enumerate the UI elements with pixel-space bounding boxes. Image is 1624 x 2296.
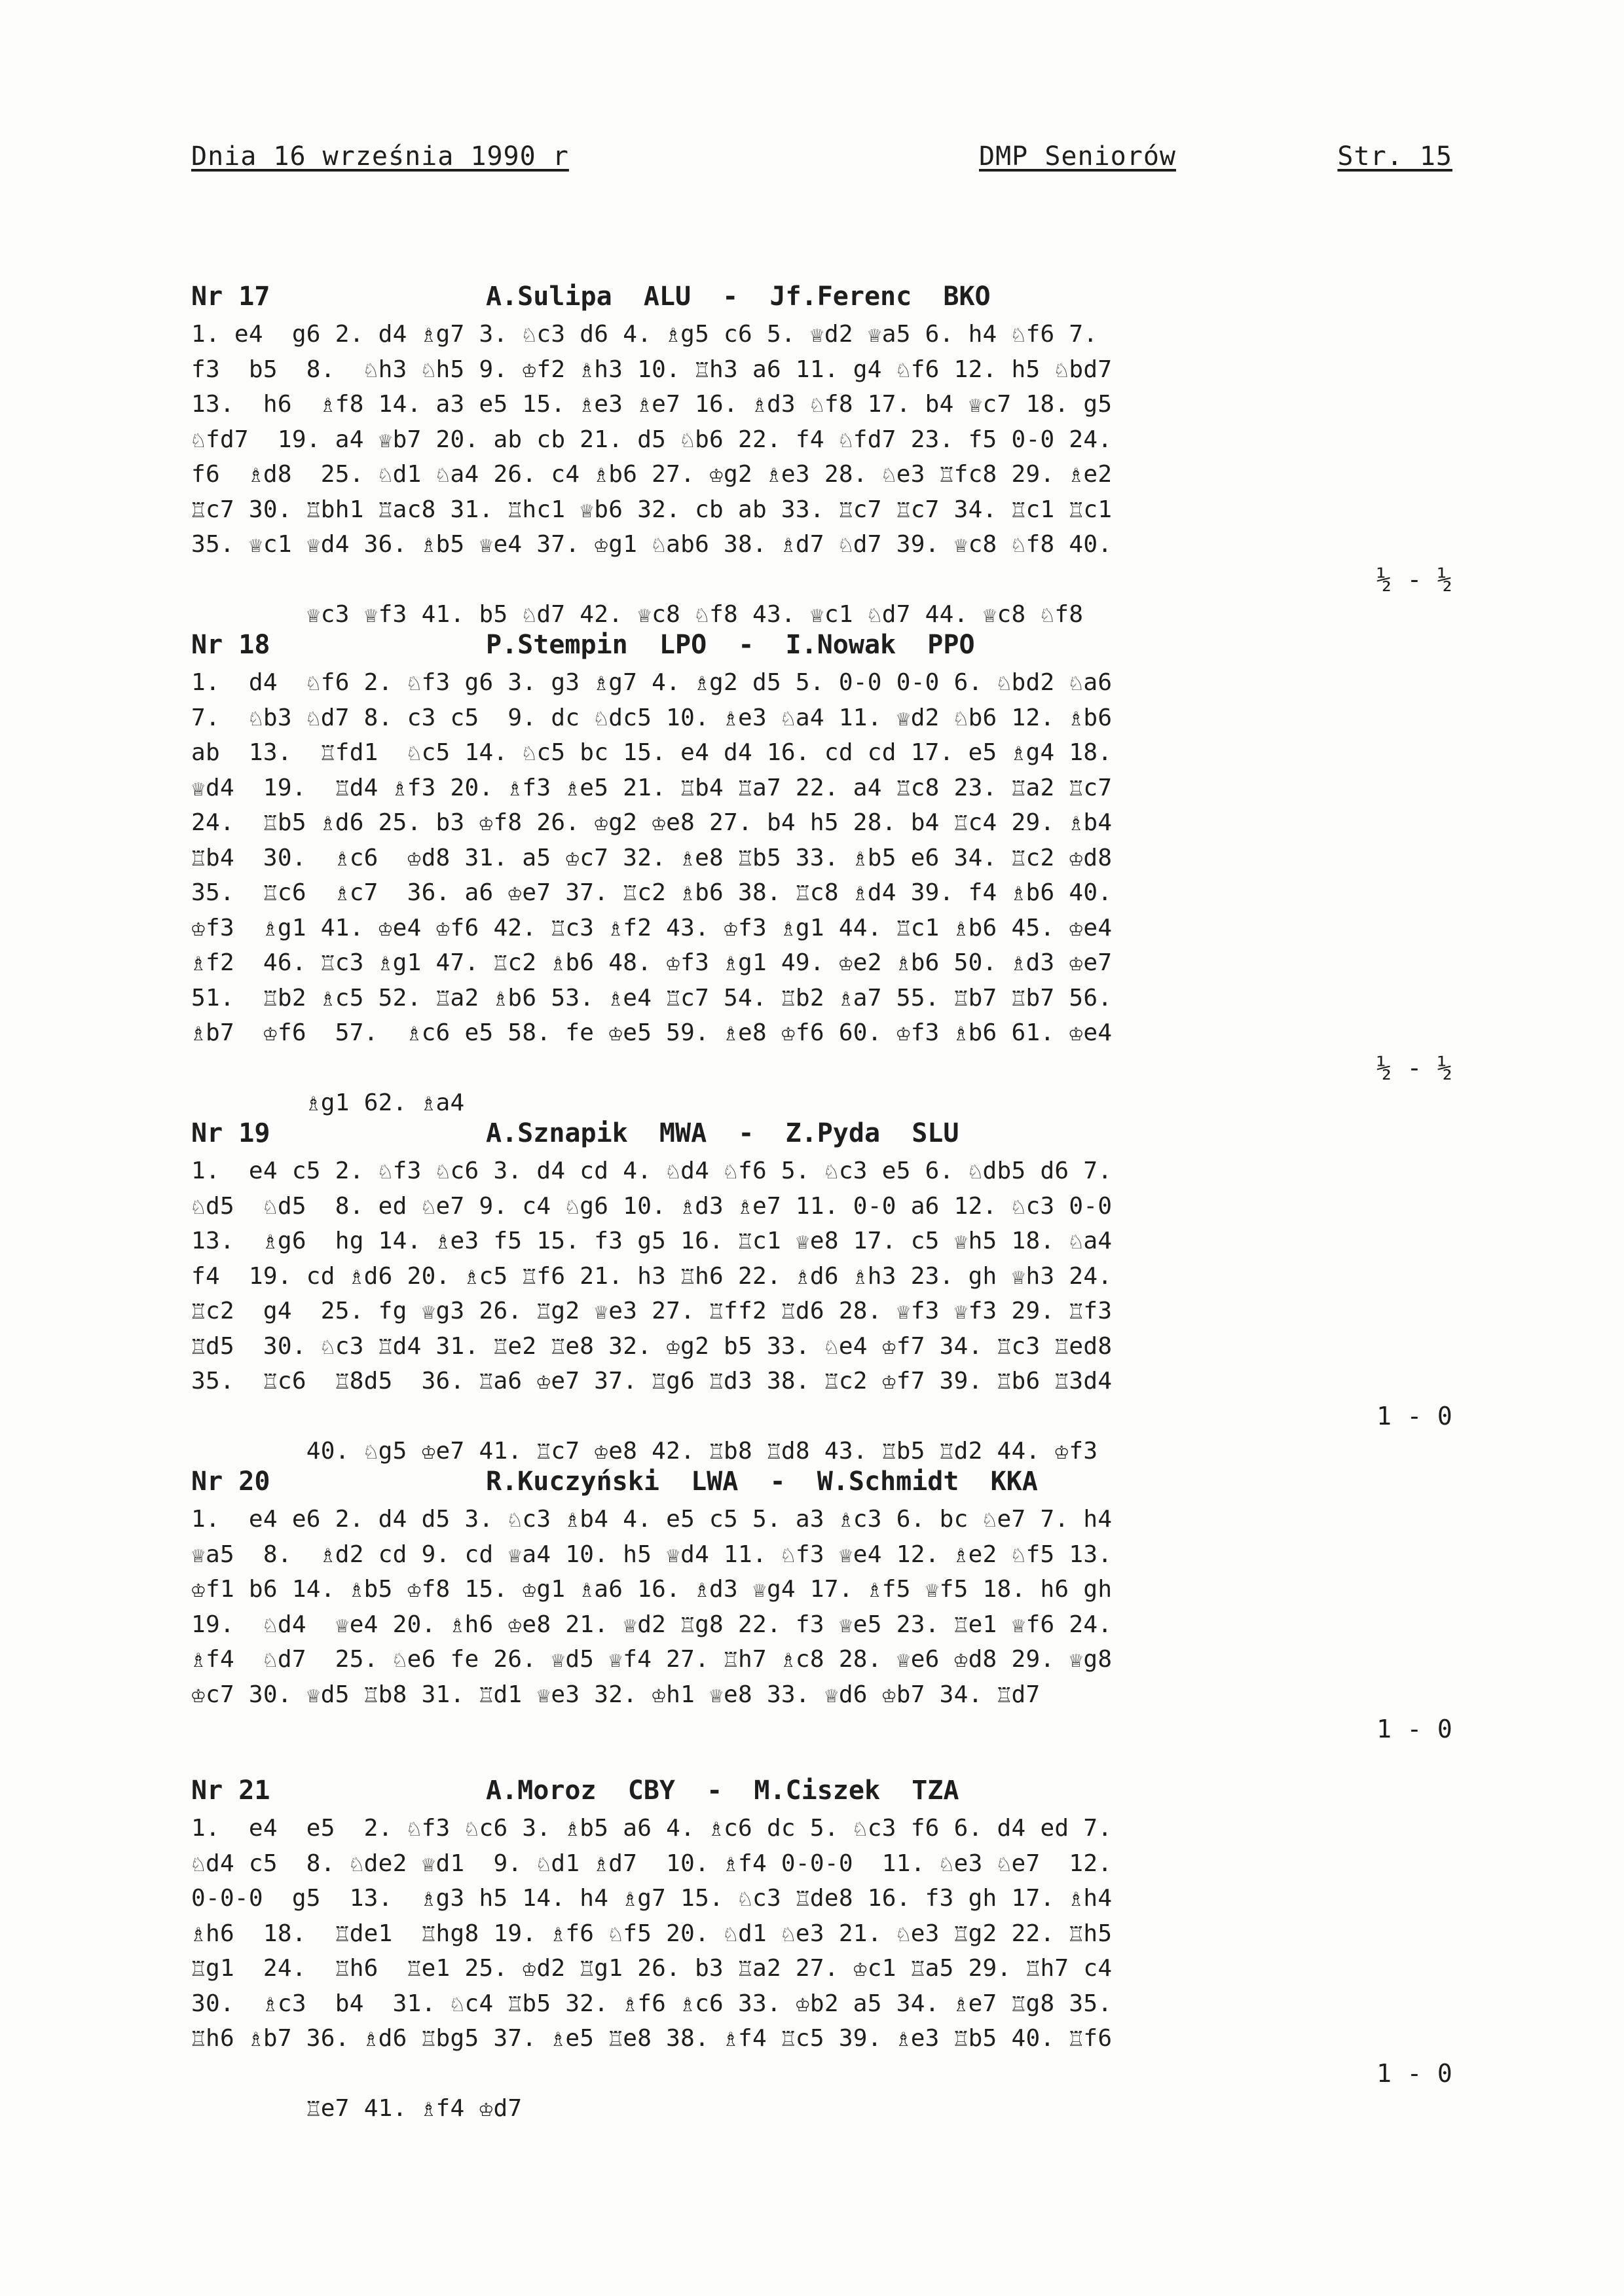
header-page-number: Str. 15 — [1337, 141, 1452, 172]
move-line: 1. d4 ♘f6 2. ♘f3 g6 3. g3 ♗g7 4. ♗g2 d5 5. 0-0 0-0 6. ♘bd2 ♘a6 — [191, 669, 1113, 696]
move-line: 51. ♖b2 ♗c5 52. ♖a2 ♗b6 53. ♗e4 ♖c7 54. ♖b2 ♗a7 55. ♖b7 ♖b7 56. — [191, 984, 1113, 1011]
game-result: ½ - ½ — [1376, 564, 1452, 594]
move-line: ♕d4 19. ♖d4 ♗f3 20. ♗f3 ♗e5 21. ♖b4 ♖a7 22. a4 ♖c8 23. ♖a2 ♖c7 — [191, 774, 1113, 801]
result-line — [191, 1712, 1452, 1747]
game-21 — [191, 1776, 1452, 2122]
game-number: Nr 17 — [191, 282, 270, 312]
game-title — [191, 282, 1452, 317]
move-line: 0-0-0 g5 13. ♗g3 h5 14. h4 ♗g7 15. ♘c3 ♖de8 16. f3 gh 17. ♗h4 — [191, 1885, 1113, 1912]
move-line: ♔f1 b6 14. ♗b5 ♔f8 15. ♔g1 ♗a6 16. ♗d3 ♕g4 17. ♗f5 ♕f5 18. h6 gh — [191, 1576, 1113, 1603]
move-line-last — [191, 2056, 1452, 2122]
move-line: 1. e4 g6 2. d4 ♗g7 3. ♘c3 d6 4. ♗g5 c6 5. ♕d2 ♕a5 6. h4 ♘f6 7. — [191, 321, 1098, 348]
move-line: ♘d5 ♘d5 8. ed ♘e7 9. c4 ♘g6 10. ♗d3 ♗e7 11. 0-0 a6 12. ♘c3 0-0 — [191, 1192, 1113, 1220]
move-line: 19. ♘d4 ♕e4 20. ♗h6 ♔e8 21. ♕d2 ♖g8 22. f3 ♕e5 23. ♖e1 ♕f6 24. — [191, 1611, 1113, 1638]
game-number: Nr 20 — [191, 1467, 270, 1497]
move-list — [191, 665, 1452, 1116]
move-line: ab 13. ♖fd1 ♘c5 14. ♘c5 bc 15. e4 d4 16. cd cd 17. e5 ♗g4 18. — [191, 739, 1113, 766]
move-line: 40. ♘g5 ♔e7 41. ♖c7 ♔e8 42. ♖b8 ♖d8 43. ♖b5 ♖d2 44. ♔f3 — [306, 1438, 1098, 1465]
game-players: A.Sulipa ALU - Jf.Ferenc BKO — [486, 282, 991, 312]
move-line: ♗f2 46. ♖c3 ♗g1 47. ♖c2 ♗b6 48. ♔f3 ♗g1 49. ♔e2 ♗b6 50. ♗d3 ♔e7 — [191, 949, 1113, 976]
move-line: ♘fd7 19. a4 ♕b7 20. ab cb 21. d5 ♘b6 22. f4 ♘fd7 23. f5 0-0 24. — [191, 426, 1113, 453]
move-line: ♖d5 30. ♘c3 ♖d4 31. ♖e2 ♖e8 32. ♔g2 b5 33. ♘e4 ♔f7 34. ♖c3 ♖ed8 — [191, 1332, 1113, 1360]
header-event: DMP Seniorów — [979, 141, 1176, 172]
move-line-last — [191, 1051, 1452, 1116]
move-line: ♕c3 ♕f3 41. b5 ♘d7 42. ♕c8 ♘f8 43. ♕c1 ♘d7 44. ♕c8 ♘f8 — [306, 601, 1084, 628]
game-result: 1 - 0 — [1376, 1401, 1452, 1430]
move-line: ♔f3 ♗g1 41. ♔e4 ♔f6 42. ♖c3 ♗f2 43. ♔f3 ♗g1 44. ♖c1 ♗b6 45. ♔e4 — [191, 914, 1113, 941]
game-players: R.Kuczyński LWA - W.Schmidt KKA — [486, 1467, 1038, 1497]
move-line: ♖e7 41. ♗f4 ♔d7 — [306, 2095, 523, 2122]
game-players: A.Sznapik MWA - Z.Pyda SLU — [486, 1118, 959, 1148]
game-20 — [191, 1467, 1452, 1747]
game-18 — [191, 630, 1452, 1116]
move-line: ♗b7 ♔f6 57. ♗c6 e5 58. fe ♔e5 59. ♗e8 ♔f6 60. ♔f3 ♗b6 61. ♔e4 — [191, 1019, 1113, 1046]
game-number: Nr 21 — [191, 1776, 270, 1806]
move-line: ♖g1 24. ♖h6 ♖e1 25. ♔d2 ♖g1 26. b3 ♖a2 27. ♔c1 ♖a5 29. ♖h7 c4 — [191, 1955, 1113, 1982]
move-line: ♗h6 18. ♖de1 ♖hg8 19. ♗f6 ♘f5 20. ♘d1 ♘e3 21. ♘e3 ♖g2 22. ♖h5 — [191, 1920, 1113, 1947]
move-line: f4 19. cd ♗d6 20. ♗c5 ♖f6 21. h3 ♖h6 22. ♗d6 ♗h3 23. gh ♕h3 24. — [191, 1262, 1113, 1290]
move-line: f3 b5 8. ♘h3 ♘h5 9. ♔f2 ♗h3 10. ♖h3 a6 11. g4 ♘f6 12. h5 ♘bd7 — [191, 355, 1113, 383]
move-line-last — [191, 1399, 1452, 1465]
game-title — [191, 1118, 1452, 1154]
move-line: 35. ♕c1 ♕d4 36. ♗b5 ♕e4 37. ♔g1 ♘ab6 38. ♗d7 ♘d7 39. ♕c8 ♘f8 40. — [191, 531, 1113, 558]
move-list — [191, 1811, 1452, 2122]
game-title — [191, 1467, 1452, 1502]
game-players: A.Moroz CBY - M.Ciszek TZA — [486, 1776, 959, 1806]
game-19 — [191, 1118, 1452, 1465]
move-line: 24. ♖b5 ♗d6 25. b3 ♔f8 26. ♔g2 ♔e8 27. b4 h5 28. b4 ♖c4 29. ♗b4 — [191, 809, 1113, 836]
move-line: ♖c7 30. ♖bh1 ♖ac8 31. ♖hc1 ♕b6 32. cb ab 33. ♖c7 ♖c7 34. ♖c1 ♖c1 — [191, 496, 1113, 523]
game-result: 1 - 0 — [1376, 1715, 1452, 1743]
move-line: ♖c2 g4 25. fg ♕g3 26. ♖g2 ♕e3 27. ♖ff2 ♖d6 28. ♕f3 ♕f3 29. ♖f3 — [191, 1298, 1113, 1324]
move-line: ♗g1 62. ♗a4 — [306, 1089, 465, 1116]
move-line: ♔c7 30. ♕d5 ♖b8 31. ♖d1 ♕e3 32. ♔h1 ♕e8 33. ♕d6 ♔b7 34. ♖d7 — [191, 1681, 1041, 1708]
move-line: ♖h6 ♗b7 36. ♗d6 ♖bg5 37. ♗e5 ♖e8 38. ♗f4 ♖c5 39. ♗e3 ♖b5 40. ♖f6 — [191, 2025, 1113, 2052]
move-list — [191, 1502, 1452, 1747]
move-line: 35. ♖c6 ♖8d5 36. ♖a6 ♔e7 37. ♖g6 ♖d3 38. ♖c2 ♔f7 39. ♖b6 ♖3d4 — [191, 1368, 1113, 1394]
game-result: 1 - 0 — [1376, 2058, 1452, 2088]
move-line: ♘d4 c5 8. ♘de2 ♕d1 9. ♘d1 ♗d7 10. ♗f4 0-0-0 11. ♘e3 ♘e7 12. — [191, 1850, 1113, 1877]
move-line: ♗f4 ♘d7 25. ♘e6 fe 26. ♕d5 ♕f4 27. ♖h7 ♗c8 28. ♕e6 ♔d8 29. ♕g8 — [191, 1646, 1113, 1673]
move-line: 35. ♖c6 ♗c7 36. a6 ♔e7 37. ♖c2 ♗b6 38. ♖c8 ♗d4 39. f4 ♗b6 40. — [191, 879, 1113, 906]
game-title — [191, 630, 1452, 665]
move-line: 1. e4 e5 2. ♘f3 ♘c6 3. ♗b5 a6 4. ♗c6 dc 5. ♘c3 f6 6. d4 ed 7. — [191, 1815, 1113, 1842]
page-header — [191, 141, 1452, 181]
game-number: Nr 18 — [191, 630, 270, 660]
move-list — [191, 317, 1452, 628]
move-line-last — [191, 562, 1452, 628]
move-list — [191, 1154, 1452, 1465]
move-line: 1. e4 e6 2. d4 d5 3. ♘c3 ♗b4 4. e5 c5 5. a3 ♗c3 6. bc ♘e7 7. h4 — [191, 1506, 1113, 1533]
game-players: P.Stempin LPO - I.Nowak PPO — [486, 630, 975, 660]
move-line: f6 ♗d8 25. ♘d1 ♘a4 26. c4 ♗b6 27. ♔g2 ♗e3 28. ♘e3 ♖fc8 29. ♗e2 — [191, 461, 1113, 488]
move-line: 13. h6 ♗f8 14. a3 e5 15. ♗e3 ♗e7 16. ♗d3 ♘f8 17. b4 ♕c7 18. g5 — [191, 391, 1113, 418]
move-line: 30. ♗c3 b4 31. ♘c4 ♖b5 32. ♗f6 ♗c6 33. ♔b2 a5 34. ♗e7 ♖g8 35. — [191, 1990, 1113, 2017]
move-line: 13. ♗g6 hg 14. ♗e3 f5 15. f3 g5 16. ♖c1 ♕e8 17. c5 ♕h5 18. ♘a4 — [191, 1228, 1113, 1254]
game-result: ½ - ½ — [1376, 1053, 1452, 1082]
move-line: 1. e4 c5 2. ♘f3 ♘c6 3. d4 cd 4. ♘d4 ♘f6 5. ♘c3 e5 6. ♘db5 d6 7. — [191, 1157, 1113, 1184]
move-line: 7. ♘b3 ♘d7 8. c3 c5 9. dc ♘dc5 10. ♗e3 ♘a4 11. ♕d2 ♘b6 12. ♗b6 — [191, 704, 1113, 731]
header-date: Dnia 16 września 1990 r — [191, 141, 569, 172]
game-17 — [191, 282, 1452, 628]
move-line: ♕a5 8. ♗d2 cd 9. cd ♕a4 10. h5 ♕d4 11. ♘f3 ♕e4 12. ♗e2 ♘f5 13. — [191, 1540, 1113, 1568]
game-number: Nr 19 — [191, 1118, 270, 1148]
move-line: ♖b4 30. ♗c6 ♔d8 31. a5 ♔c7 32. ♗e8 ♖b5 33. ♗b5 e6 34. ♖c2 ♔d8 — [191, 844, 1113, 871]
game-title — [191, 1776, 1452, 1811]
